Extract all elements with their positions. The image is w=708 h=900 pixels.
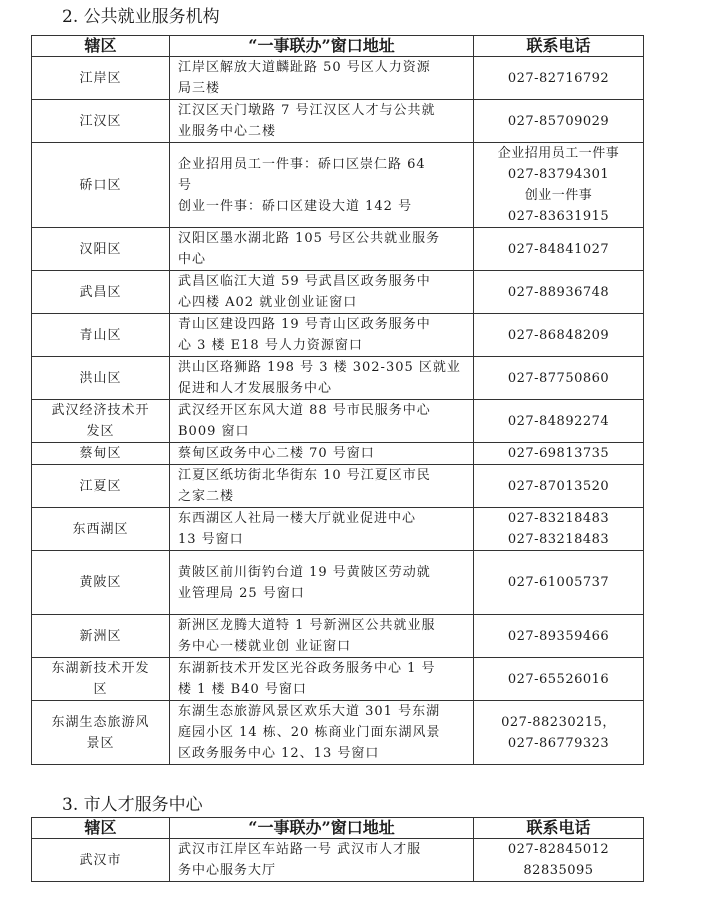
district-cell [32, 100, 170, 143]
talent-service-table [31, 817, 644, 882]
address-line: 江汉区天门墩路 7 号江汉区人才与公共就 [178, 103, 436, 118]
table-row [32, 228, 644, 271]
phone-line: 027-84892274 [507, 413, 610, 429]
phone-line: 027-89359466 [507, 628, 610, 644]
phone-line: 82835095 [523, 863, 594, 878]
address-line: 东湖生态旅游风景区欢乐大道 301 号东湖 [178, 704, 441, 719]
address-line: 企业招用员工一件事：硚口区崇仁路 64 [178, 156, 426, 172]
district-line: 江汉区 [79, 113, 122, 129]
phone-line: 027-87013520 [507, 478, 610, 494]
district-cell [32, 465, 170, 508]
address-cell [170, 271, 474, 314]
district-line: 武汉市 [79, 852, 122, 868]
address-cell [170, 143, 474, 228]
phone-line: 027-88936748 [507, 284, 610, 300]
phone-line: 027-83218483 [507, 532, 610, 547]
district-cell [32, 508, 170, 551]
address-cell [170, 57, 474, 100]
column-header-district: 辖区 [32, 818, 170, 839]
table-row [32, 357, 644, 400]
address-line: 黄陂区前川街钓台道 19 号黄陂区劳动就 [178, 564, 431, 580]
district-line: 东湖生态旅游风 [51, 714, 150, 730]
table-row [32, 400, 644, 443]
address-line: 楼 1 楼 B40 号窗口 [178, 682, 307, 697]
phone-cell [474, 314, 644, 357]
district-line: 青山区 [79, 327, 122, 343]
table-row [32, 658, 644, 701]
phone-line: 027-83631915 [507, 209, 610, 224]
column-header-district: 辖区 [32, 36, 170, 57]
table-row [32, 271, 644, 314]
address-line: 青山区建设四路 19 号青山区政务服务中 [178, 317, 431, 332]
district-line: 蔡甸区 [79, 446, 122, 461]
phone-cell [474, 100, 644, 143]
address-cell [170, 701, 474, 765]
column-header-phone: 联系电话 [474, 36, 644, 57]
address-line: 区政务服务中心 12、13 号窗口 [178, 746, 380, 761]
district-line: 武汉经济技术开 [51, 403, 150, 418]
district-line: 景区 [86, 735, 115, 751]
section-3-title: 3. 市人才服务中心 [62, 795, 203, 815]
phone-line: 027-87750860 [507, 370, 610, 386]
phone-line: 027-85709029 [507, 113, 610, 129]
phone-line: 027-69813735 [507, 446, 610, 461]
phone-cell [474, 271, 644, 314]
phone-cell [474, 551, 644, 615]
phone-line: 027-83794301 [507, 167, 610, 182]
table-row [32, 100, 644, 143]
address-line: 武昌区临江大道 59 号武昌区政务服务中 [178, 274, 431, 289]
table-row [32, 143, 644, 228]
address-cell [170, 465, 474, 508]
district-cell [32, 443, 170, 465]
address-cell [170, 228, 474, 271]
phone-line: 027-88230215， [501, 714, 616, 730]
district-cell [32, 551, 170, 615]
phone-cell [474, 508, 644, 551]
phone-cell [474, 615, 644, 658]
address-line: 13 号窗口 [178, 532, 244, 547]
table-header-row [32, 818, 644, 839]
district-line: 新洲区 [79, 628, 122, 644]
district-cell [32, 228, 170, 271]
address-cell [170, 357, 474, 400]
phone-cell [474, 143, 644, 228]
address-cell [170, 400, 474, 443]
district-line: 硚口区 [79, 177, 122, 193]
district-cell [32, 271, 170, 314]
phone-cell [474, 701, 644, 765]
phone-line: 027-65526016 [507, 671, 610, 687]
address-line: 创业一件事：硚口区建设大道 142 号 [178, 198, 413, 214]
district-cell [32, 701, 170, 765]
table-row [32, 508, 644, 551]
phone-cell [474, 228, 644, 271]
phone-line: 企业招用员工一件事 [497, 146, 620, 161]
address-line: 武汉市江岸区车站路一号 武汉市人才服 [178, 842, 422, 857]
address-cell [170, 658, 474, 701]
address-cell [170, 839, 474, 882]
address-line: 江夏区纸坊街北华街东 10 号江夏区市民 [178, 468, 431, 483]
address-line: 务中心一楼就业创 业证窗口 [178, 639, 352, 654]
address-line: 之家二楼 [178, 489, 235, 504]
address-line: 汉阳区墨水湖北路 105 号区公共就业服务 [178, 231, 441, 246]
table-row [32, 314, 644, 357]
address-line: 业服务中心二楼 [178, 124, 277, 139]
column-header-phone: 联系电话 [474, 818, 644, 839]
district-line: 黄陂区 [79, 575, 122, 590]
phone-cell [474, 443, 644, 465]
table-header-row [32, 36, 644, 57]
district-line: 东西湖区 [72, 521, 129, 537]
address-line: 促进和人才发展服务中心 [178, 381, 333, 396]
phone-line: 027-83218483 [507, 511, 610, 526]
address-cell [170, 443, 474, 465]
district-cell [32, 658, 170, 701]
district-cell [32, 839, 170, 882]
district-line: 洪山区 [79, 370, 122, 386]
district-line: 武昌区 [79, 284, 122, 300]
column-header-address: “一事联办”窗口地址 [170, 818, 474, 839]
table-row [32, 615, 644, 658]
phone-cell [474, 400, 644, 443]
address-line: 江岸区解放大道麟趾路 50 号区人力资源 [178, 60, 431, 75]
district-cell [32, 357, 170, 400]
phone-line: 027-84841027 [507, 241, 610, 257]
district-cell [32, 615, 170, 658]
phone-line: 027-82845012 [507, 842, 610, 857]
address-cell [170, 551, 474, 615]
phone-line: 027-61005737 [507, 575, 610, 590]
district-line: 区 [93, 682, 108, 697]
district-line: 江岸区 [79, 70, 122, 86]
address-line: 心四楼 A02 就业创业证窗口 [178, 295, 358, 310]
phone-cell [474, 839, 644, 882]
district-line: 发区 [86, 424, 115, 439]
district-line: 汉阳区 [79, 241, 122, 257]
address-line: 蔡甸区政务中心二楼 70 号窗口 [178, 446, 375, 461]
phone-cell [474, 658, 644, 701]
table-row [32, 443, 644, 465]
phone-line: 027-82716792 [507, 70, 610, 86]
address-line: 庭园小区 14 栋、20 栋商业门面东湖风景 [178, 725, 441, 740]
address-line: 号 [178, 177, 193, 193]
district-cell [32, 57, 170, 100]
phone-cell [474, 57, 644, 100]
address-line: 务中心服务大厅 [178, 863, 277, 878]
phone-line: 创业一件事 [524, 188, 593, 203]
phone-line: 027-86848209 [507, 327, 610, 343]
address-line: 心 3 楼 E18 号人力资源窗口 [178, 338, 363, 353]
district-cell [32, 143, 170, 228]
address-cell [170, 615, 474, 658]
column-header-address: “一事联办”窗口地址 [170, 36, 474, 57]
section-2-title: 2. 公共就业服务机构 [62, 7, 220, 27]
address-cell [170, 508, 474, 551]
district-line: 东湖新技术开发 [51, 661, 150, 676]
table-row [32, 465, 644, 508]
address-line: B009 窗口 [178, 424, 250, 439]
address-line: 业管理局 25 号窗口 [178, 585, 305, 601]
address-line: 武汉经开区东风大道 88 号市民服务中心 [178, 403, 431, 418]
address-line: 中心 [178, 252, 207, 267]
table-row [32, 551, 644, 615]
phone-cell [474, 357, 644, 400]
employment-services-table [31, 35, 644, 765]
address-line: 洪山区珞狮路 198 号 3 楼 302-305 区就业 [178, 360, 461, 375]
address-cell [170, 100, 474, 143]
address-line: 局三楼 [178, 81, 221, 96]
district-cell [32, 314, 170, 357]
table-row [32, 839, 644, 882]
address-line: 东湖新技术开发区光谷政务服务中心 1 号 [178, 661, 436, 676]
table-row [32, 701, 644, 765]
table-row [32, 57, 644, 100]
phone-cell [474, 465, 644, 508]
address-cell [170, 314, 474, 357]
address-line: 新洲区龙腾大道特 1 号新洲区公共就业服 [178, 618, 436, 633]
address-line: 东西湖区人社局一楼大厅就业促进中心 [178, 511, 417, 526]
phone-line: 027-86779323 [507, 735, 610, 751]
district-cell [32, 400, 170, 443]
district-line: 江夏区 [79, 478, 122, 494]
